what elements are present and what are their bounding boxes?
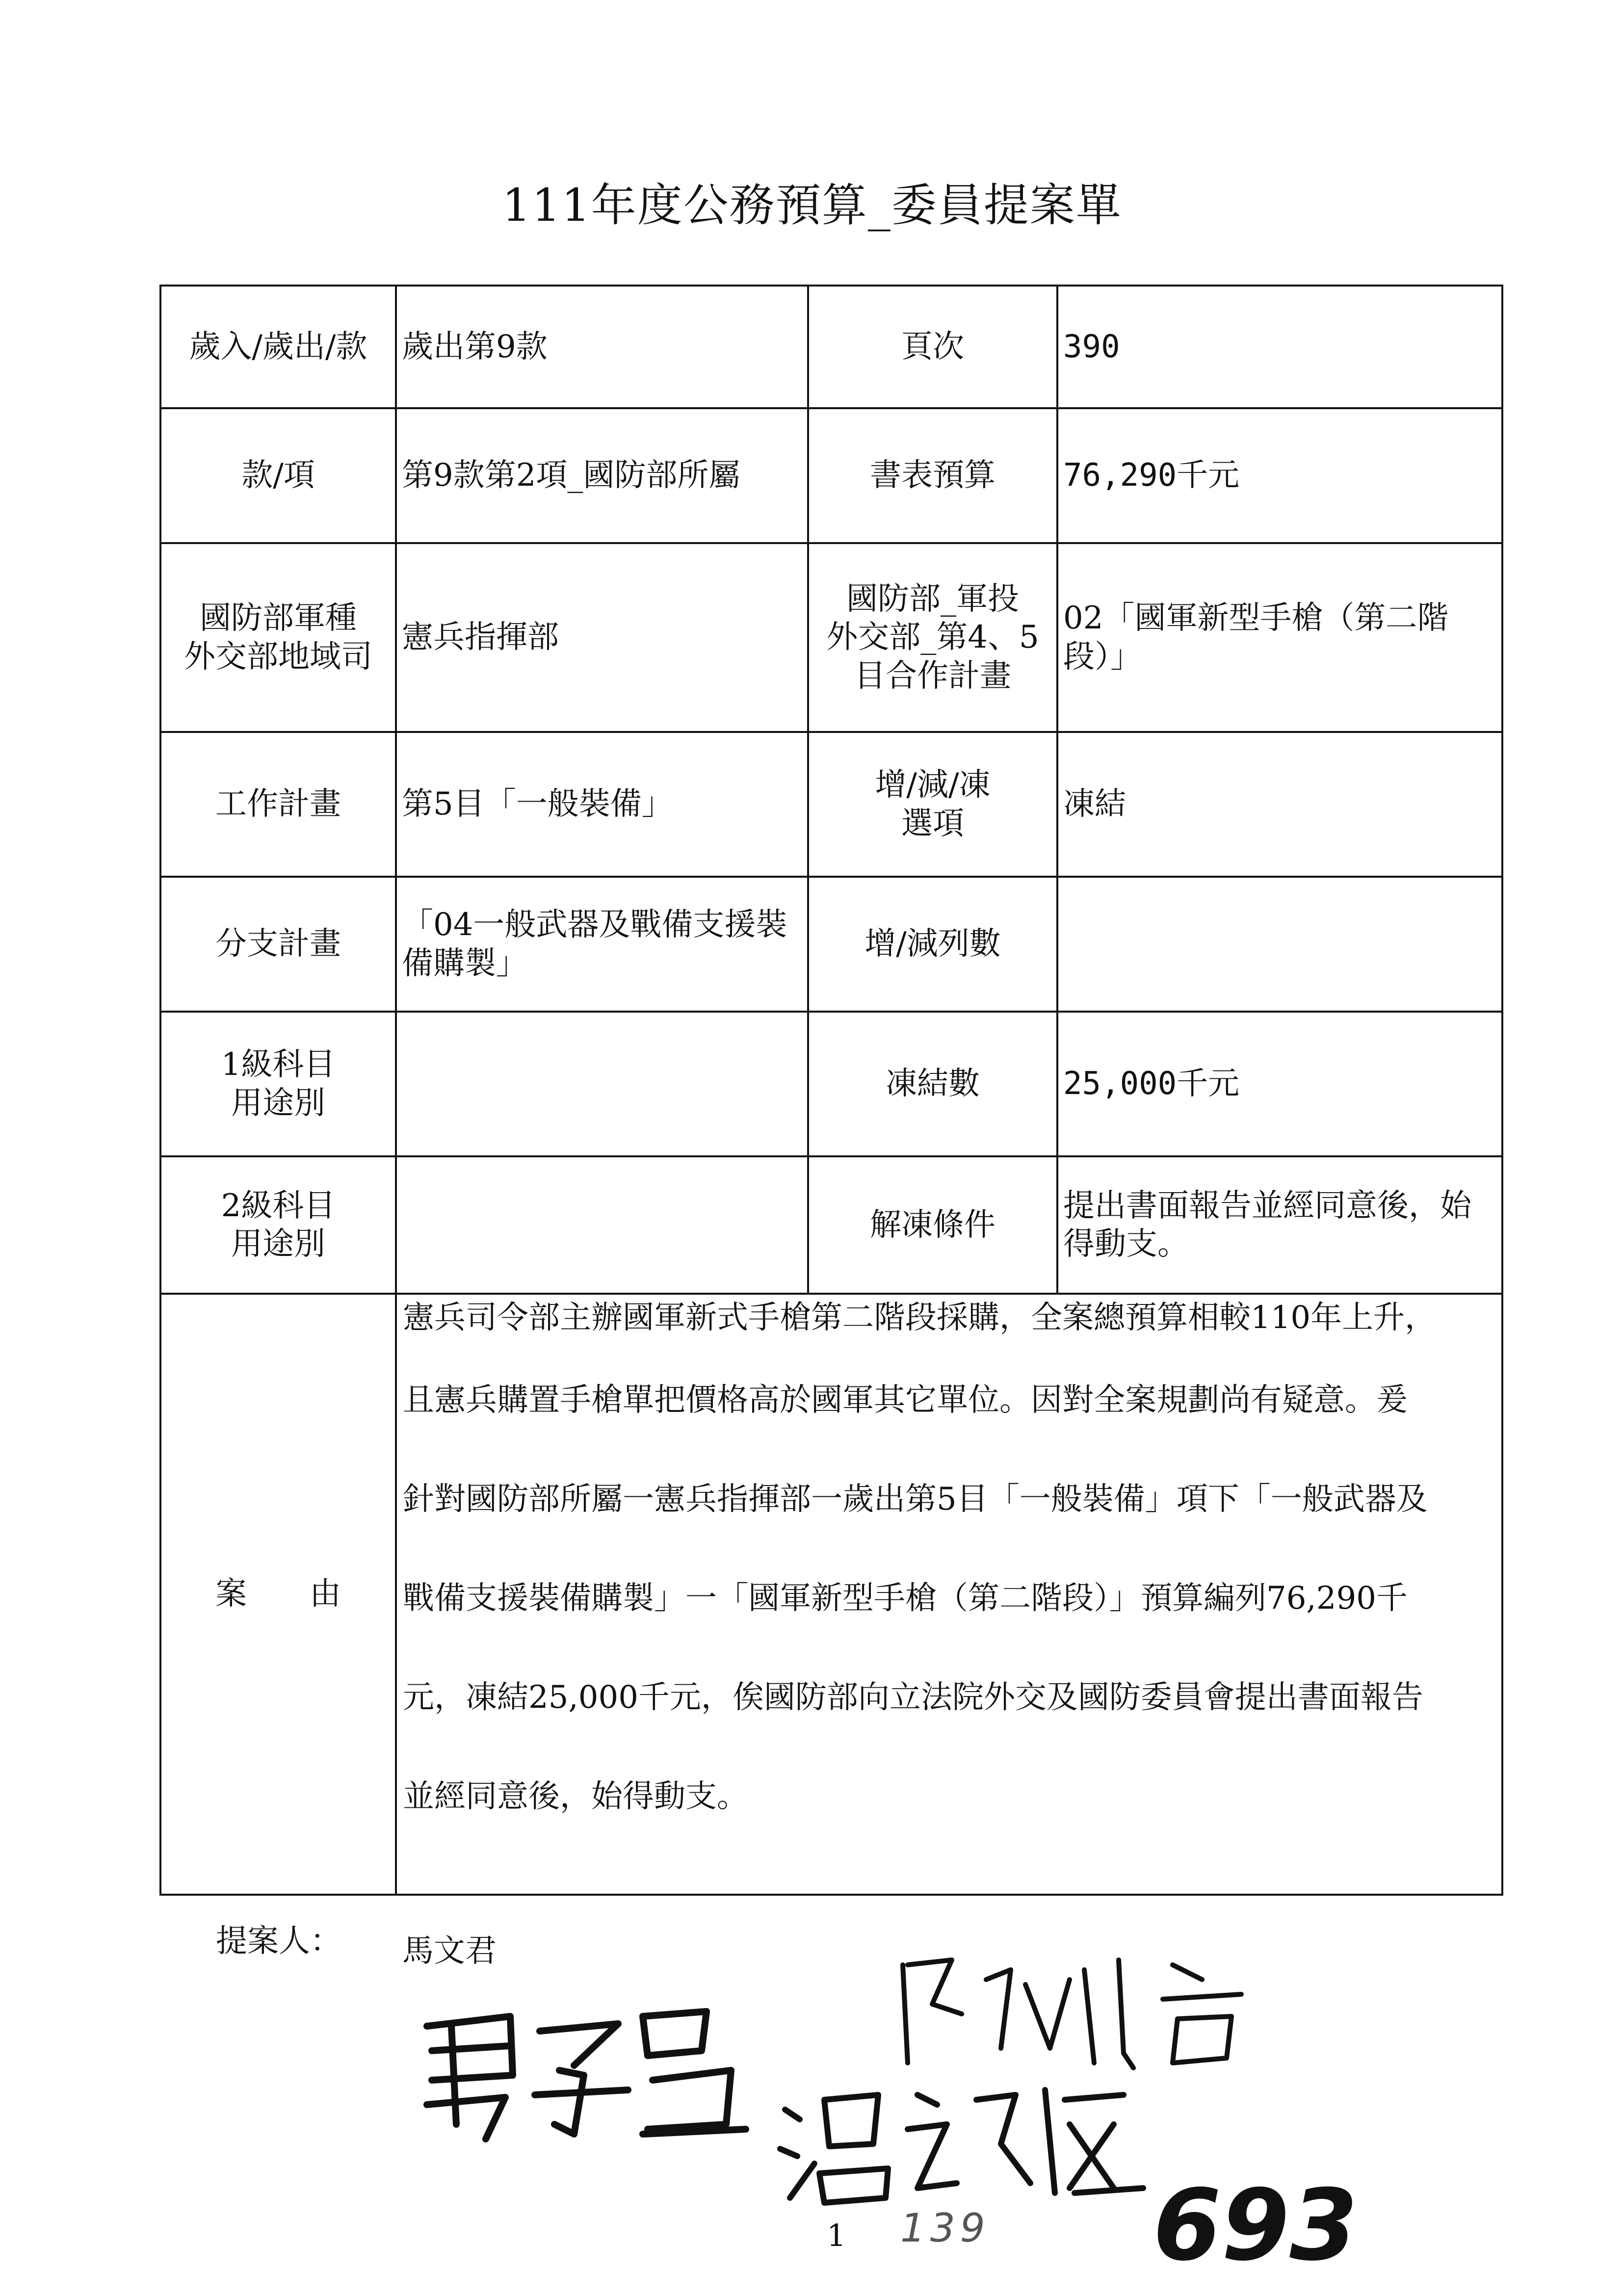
signature-1 — [412, 1997, 756, 2154]
value-cooperation-plan: 02「國軍新型手槍（第二階段）」 — [1057, 543, 1502, 732]
value-adjust-option: 凍結 — [1057, 732, 1502, 877]
value-unfreeze-condition: 提出書面報告並經同意後，始得動支。 — [1057, 1156, 1502, 1294]
row-branch-plan — [160, 877, 1502, 1012]
value-page: 390 — [1057, 286, 1502, 408]
value-work-plan: 第5目「一般裝備」 — [396, 732, 808, 877]
signature-2 — [888, 1950, 1271, 2078]
label-reason: 案 由 — [160, 1294, 396, 1895]
value-income-expense: 歲出第9款 — [396, 286, 808, 408]
proposal-form-table — [159, 285, 1503, 1896]
value-adjust-amount — [1057, 877, 1502, 1012]
value-level2-subject — [396, 1156, 808, 1294]
label-work-plan: 工作計畫 — [160, 732, 396, 877]
label-frozen-amount: 凍結數 — [808, 1012, 1057, 1156]
label-level2-subject: 2級科目 用途別 — [160, 1156, 396, 1294]
label-adjust-option: 增/減/凍 選項 — [808, 732, 1057, 877]
row-reason — [160, 1294, 1502, 1895]
value-level1-subject — [396, 1012, 808, 1156]
reason-line: 憲兵司令部主辦國軍新式手槍第二階段採購，全案總預算相較110年上升， — [403, 1300, 1437, 1336]
value-section-item: 第9款第2項_國防部所屬 — [396, 408, 808, 543]
handwritten-number: 139 — [900, 2205, 990, 2251]
reason-line: 且憲兵購置手槍單把價格高於國軍其它單位。因對全案規劃尚有疑意。爰 — [403, 1382, 1408, 1418]
row-work-plan — [160, 732, 1502, 877]
label-budget: 書表預算 — [808, 408, 1057, 543]
label-income-expense: 歲入/歲出/款 — [160, 286, 396, 408]
reason-line: 並經同意後，始得動支。 — [403, 1778, 748, 1815]
row-level1-subject — [160, 1012, 1502, 1156]
label-section-item: 款/項 — [160, 408, 396, 543]
value-military-branch: 憲兵指揮部 — [396, 543, 808, 732]
form-title: 111年度公務預算_委員提案單 — [502, 179, 1122, 232]
reason-line: 針對國防部所屬一憲兵指揮部一歲出第5目「一般裝備」項下「一般武器及 — [403, 1481, 1428, 1517]
signature-3 — [770, 2070, 1163, 2213]
label-military-branch: 國防部軍種 外交部地域司 — [160, 543, 396, 732]
label-adjust-amount: 增/減列數 — [808, 877, 1057, 1012]
proposer-name: 馬文君 — [402, 1933, 497, 1969]
row-income-expense — [160, 286, 1502, 408]
row-level2-subject — [160, 1156, 1502, 1294]
large-handwritten-number: 693 — [1153, 2168, 1358, 2283]
label-page: 頁次 — [808, 286, 1057, 408]
value-budget: 76,290千元 — [1057, 408, 1502, 543]
proposer-label: 提案人： — [216, 1923, 341, 1959]
label-unfreeze-condition: 解凍條件 — [808, 1156, 1057, 1294]
reason-line: 元，凍結25,000千元，俟國防部向立法院外交及國防委員會提出書面報告 — [403, 1679, 1423, 1716]
label-level1-subject: 1級科目 用途別 — [160, 1012, 396, 1156]
value-frozen-amount: 25,000千元 — [1057, 1012, 1502, 1156]
label-branch-plan: 分支計畫 — [160, 877, 396, 1012]
reason-line: 戰備支援裝備購製」一「國軍新型手槍（第二階段）」預算編列76,290千 — [403, 1580, 1408, 1617]
row-military-branch — [160, 543, 1502, 732]
row-section-item — [160, 408, 1502, 543]
label-cooperation-plan: 國防部_軍投 外交部_第4、5 目合作計畫 — [808, 543, 1057, 732]
value-branch-plan: 「04一般武器及戰備支援裝備購製」 — [396, 877, 808, 1012]
reason-text — [396, 1294, 1502, 1895]
page-number: 1 — [827, 2218, 846, 2253]
